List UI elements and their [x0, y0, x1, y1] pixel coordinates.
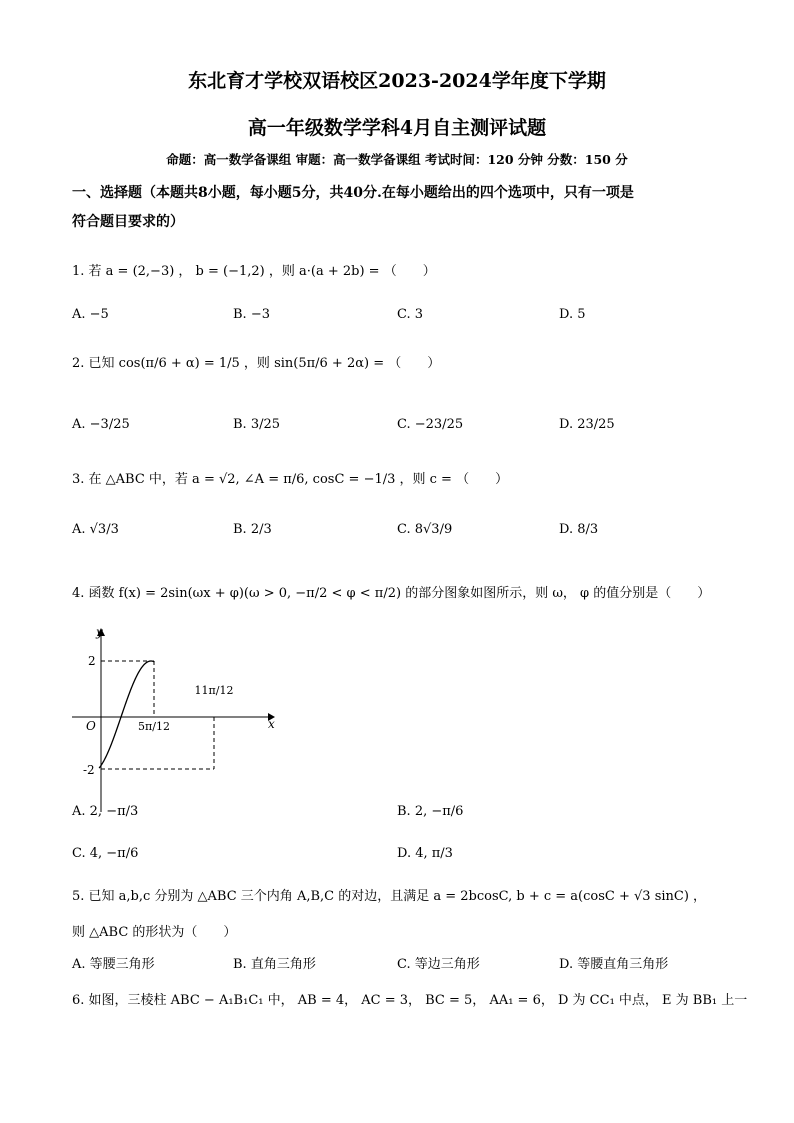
- question-4: 4. 函数 f(x) = 2sin(ωx + φ)(ω > 0, −π/2 < φ < π/2) 的部分图象如图所示，则 ω， φ 的值分别是（ ）: [72, 586, 711, 601]
- x-tick-11pi12: 11π/12: [194, 684, 234, 697]
- question-6: 6. 如图，三棱柱 ABC − A₁B₁C₁ 中， AB = 4， AC = 3， BC = 5， AA₁ = 6， D 为 CC₁ 中点， E 为 BB₁ 上一: [72, 993, 748, 1008]
- exam-meta: 命题：高一数学备课组 审题：高一数学备课组 考试时间：120 分钟 分数：150 分: [166, 152, 628, 167]
- exam-title-line1: 东北育才学校双语校区2023-2024学年度下学期: [188, 70, 606, 92]
- q3-option-b: B. 2/3: [233, 522, 272, 537]
- q5-option-d: D. 等腰直角三角形: [559, 957, 669, 972]
- q1-option-d: D. 5: [559, 307, 586, 322]
- q4-function-graph: [68, 624, 283, 816]
- q5-option-b: B. 直角三角形: [233, 957, 316, 972]
- y-max-label: 2: [88, 654, 96, 668]
- origin-label: O: [86, 719, 96, 733]
- q3-option-d: D. 8/3: [559, 522, 599, 537]
- q1-option-a: A. −5: [72, 307, 109, 322]
- q1-option-b: B. −3: [233, 307, 270, 322]
- question-3: 3. 在 △ABC 中，若 a = √2, ∠A = π/6, cosC = −1/3 ，则 c = （ ）: [72, 472, 509, 487]
- q5-option-c: C. 等边三角形: [397, 957, 480, 972]
- q4-option-a: A. 2, −π/3: [72, 804, 139, 819]
- y-min-label: -2: [83, 763, 95, 777]
- q3-option-c: C. 8√3/9: [397, 522, 453, 537]
- x-tick-5pi12: 5π/12: [138, 720, 170, 733]
- q4-option-c: C. 4, −π/6: [72, 846, 139, 861]
- y-axis-label: y: [96, 625, 103, 639]
- q5-option-a: A. 等腰三角形: [72, 957, 155, 972]
- question-1: 1. 若 a = (2,−3) ， b = (−1,2) ，则 a·(a + 2b) = （ ）: [72, 264, 436, 279]
- question-5: 5. 已知 a,b,c 分别为 △ABC 三个内角 A,B,C 的对边，且满足 a = 2bcosC, b + c = a(cosC + √3 sinC) ，: [72, 889, 707, 904]
- q4-option-d: D. 4, π/3: [397, 846, 453, 861]
- q3-option-a: A. √3/3: [72, 522, 119, 537]
- q2-option-c: C. −23/25: [397, 417, 464, 432]
- section-heading-cont: 符合题目要求的）: [72, 214, 184, 230]
- q1-option-c: C. 3: [397, 307, 424, 322]
- question-2: 2. 已知 cos(π/6 + α) = 1/5 ，则 sin(5π/6 + 2α) = （ ）: [72, 356, 441, 371]
- question-5-cont: 则 △ABC 的形状为（ ）: [72, 925, 237, 940]
- q2-option-a: A. −3/25: [72, 417, 130, 432]
- section-heading: 一、选择题（本题共8小题，每小题5分，共40分.在每小题给出的四个选项中，只有一项是: [72, 185, 634, 201]
- exam-title-line2: 高一年级数学学科4月自主测评试题: [247, 117, 547, 139]
- q4-option-b: B. 2, −π/6: [397, 804, 464, 819]
- sine-curve: [99, 661, 154, 768]
- q2-option-d: D. 23/25: [559, 417, 615, 432]
- q2-option-b: B. 3/25: [233, 417, 281, 432]
- x-axis-label: x: [268, 717, 275, 731]
